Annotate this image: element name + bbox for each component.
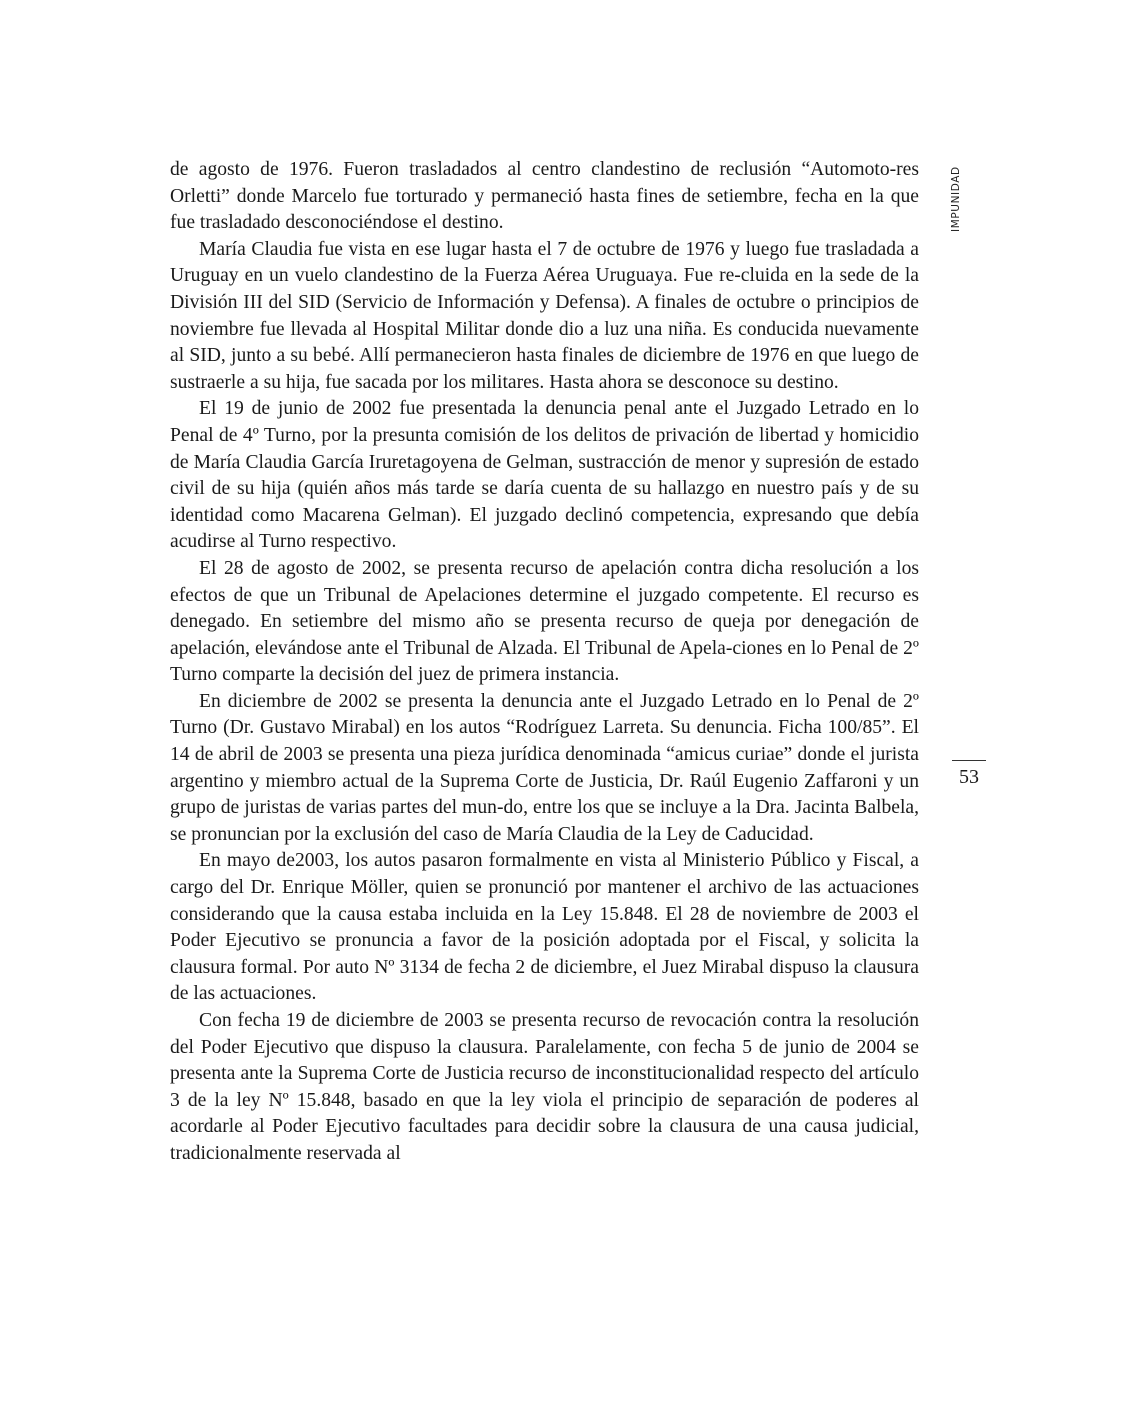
running-section-label: IMPUNIDAD: [950, 166, 962, 232]
page-number: 53: [959, 766, 979, 788]
body-text: [170, 157, 919, 1168]
page-number-rule: [952, 760, 986, 761]
paragraph: El 28 de agosto de 2002, se presenta recurso de apelación contra dicha resolución a los efectos de que un Tribunal de Apelaciones determine el juzgado competente. El recurso es denegado. En setiembre del mismo año se presenta recurso de queja por denegación de apelación, elevándose ante el Tribunal de Alzada. El Tribunal de Apela-ciones en lo Penal de 2º Turno comparte la decisión del juez de primera instancia.: [170, 557, 919, 686]
paragraph-continued: de agosto de 1976. Fueron trasladados al centro clandestino de reclusión “Automoto-res Orletti” donde Marcelo fue torturado y permaneció hasta fines de setiembre, fecha en la que fue trasladado desconociéndose el destino.: [170, 159, 919, 234]
paragraph: El 19 de junio de 2002 fue presentada la denuncia penal ante el Juzgado Letrado en lo Penal de 4º Turno, por la presunta comisión de los delitos de privación de libertad y homicidio de María Claudia García Iruretagoyena de Gelman, sustracción de menor y supresión de estado civil de su hija (quién años más tarde se daría cuenta de su hallazgo en nuestro país y de su identidad como Macarena Gelman). El juzgado declinó competencia, expresando que debía acudirse al Turno respectivo.: [170, 398, 919, 553]
paragraph: María Claudia fue vista en ese lugar hasta el 7 de octubre de 1976 y luego fue trasladada a Uruguay en un vuelo clandestino de la Fuerza Aérea Uruguaya. Fue re-cluida en la sede de la División III del SID (Servicio de Información y Defensa). A finales de octubre o principios de noviembre fue llevada al Hospital Militar donde dio a luz una niña. Es conducida nuevamente al SID, junto a su bebé. Allí permanecieron hasta finales de diciembre de 1976 en que luego de sustraerle a su hija, fue sacada por los militares. Hasta ahora se desconoce su destino.: [170, 238, 919, 393]
paragraph: En mayo de2003, los autos pasaron formalmente en vista al Ministerio Público y Fiscal, a cargo del Dr. Enrique Möller, quien se pronunció por mantener el archivo de las actuaciones considerando que la causa estaba incluida en la Ley 15.848. El 28 de noviembre de 2003 el Poder Ejecutivo se pronuncia a favor de la posición adoptada por el Fiscal, y solicita la clausura formal. Por auto Nº 3134 de fecha 2 de diciembre, el Juez Mirabal dispuso la clausura de las actuaciones.: [170, 850, 919, 1005]
paragraph: Con fecha 19 de diciembre de 2003 se presenta recurso de revocación contra la resolución del Poder Ejecutivo que dispuso la clausura. Paralelamente, con fecha 5 de junio de 2004 se presenta ante la Suprema Corte de Justicia recurso de inconstitucionalidad respecto del artículo 3 de la ley Nº 15.848, basado en que la ley viola el principio de separación de poderes al acordarle al Poder Ejecutivo facultades para decidir sobre la clausura de una causa judicial, tradicionalmente reservada al: [170, 1010, 919, 1164]
paragraph: En diciembre de 2002 se presenta la denuncia ante el Juzgado Letrado en lo Penal de 2º Turno (Dr. Gustavo Mirabal) en los autos “Rodríguez Larreta. Su denuncia. Ficha 100/85”. El 14 de abril de 2003 se presenta una pieza jurídica denominada “amicus curiae” donde el jurista argentino y miembro actual de la Suprema Corte de Justicia, Dr. Raúl Eugenio Zaffaroni y un grupo de juristas de varias partes del mun-do, entre los que se incluye a la Dra. Jacinta Balbela, se pronuncian por la exclusión del caso de María Claudia de la Ley de Caducidad.: [170, 690, 919, 845]
